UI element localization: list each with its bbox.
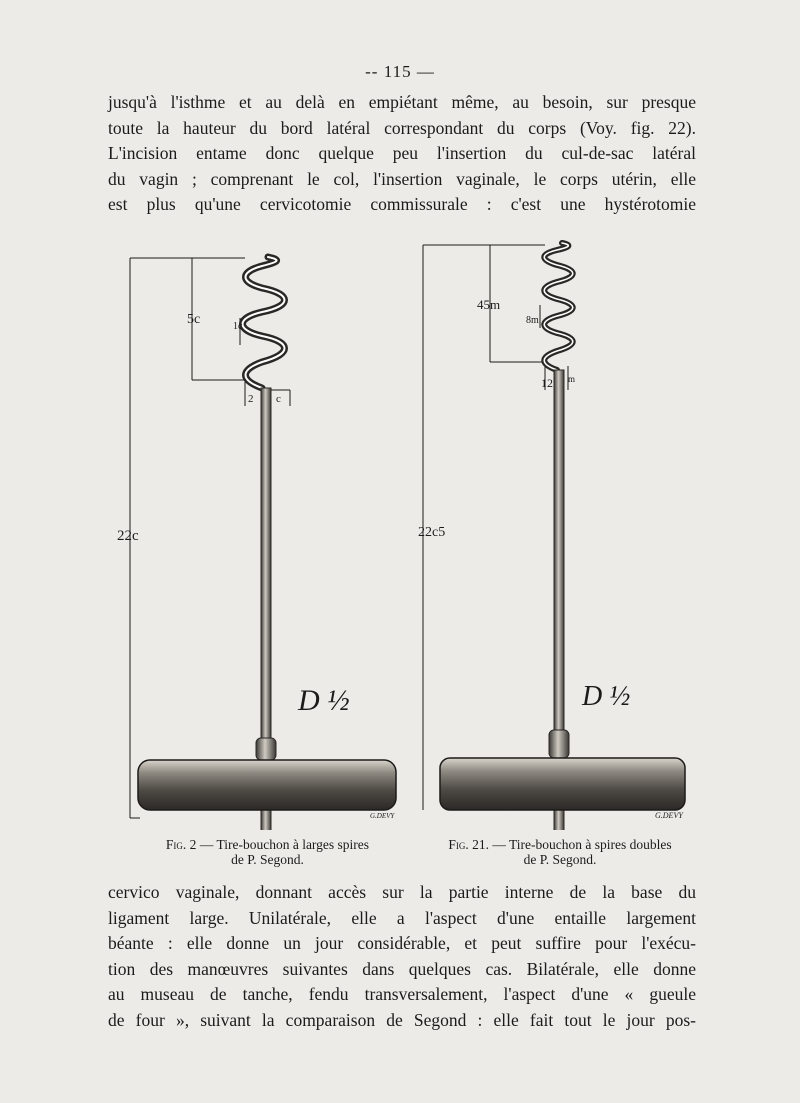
caption-text: Tire-bouchon à larges spires (216, 837, 370, 852)
left-dim-base-b: c (276, 393, 281, 405)
figure-right (418, 243, 685, 830)
text-line: de four », suivant la comparaison de Segond : elle fait tout le jour pos- (108, 1009, 696, 1030)
right-dim-total: 22c5 (418, 525, 446, 540)
bottom-paragraph (108, 880, 696, 1033)
text-line: ligament large. Unilatérale, elle a l'aspect d'une entaille largement (108, 907, 696, 928)
left-dim-total: 22c (117, 528, 139, 544)
text-line: jusqu'à l'isthme et au delà en empiétant même, au besoin, sur presque (108, 92, 696, 112)
text-line: au museau de tanche, fendu transversalement, l'aspect d'une « gueule (108, 984, 696, 1004)
text-line: du vagin ; comprenant le col, l'insertion vaginale, le corps utérin, elle (108, 168, 696, 189)
left-dim-base-a: 2 (248, 393, 254, 405)
figure-area (0, 230, 800, 830)
caption-label: Fig. 2 (165, 837, 197, 852)
text-line: cervico vaginale, donnant accès sur la partie interne de la base du (108, 882, 696, 902)
right-dim-pitch: 8m (526, 315, 539, 326)
figure-left-caption: Fig. 2 — Tire-bouchon à larges spires de P. Segond. (130, 837, 405, 867)
caption-line2: de P. Segond. (523, 852, 597, 867)
figures-illustration (0, 230, 800, 830)
left-dim-pitch: 1c (233, 321, 243, 332)
figure-left (117, 257, 396, 830)
right-dim-spiral: 45m (477, 297, 501, 312)
left-scale: D ½ (298, 684, 350, 717)
caption-line2: de P. Segond. (231, 852, 304, 867)
right-scale: D ½ (582, 681, 631, 712)
right-handle (440, 758, 685, 810)
text-line: béante : elle donne un jour considérable, et peut suffire pour l'exécu- (108, 933, 696, 953)
right-signature: G.DEVY (655, 811, 683, 820)
page-number: -- 115 — (365, 62, 435, 81)
left-handle (138, 760, 396, 810)
text-line: L'incision entame donc quelque peu l'insertion du cul-de-sac latéral (108, 143, 696, 163)
text-line: toute la hauteur du bord latéral correspondant du corps (Voy. fig. 22). (108, 117, 696, 138)
caption-label: Fig. 21. (448, 837, 489, 852)
right-dim-base-b: m (568, 374, 576, 384)
left-signature: G.DEVY (370, 812, 395, 820)
top-paragraph (108, 90, 696, 218)
text-line: tion des manœuvres suivantes dans quelques cas. Bilatérale, elle donne (108, 958, 696, 979)
text-line: est plus qu'une cervicotomie commissurale : c'est une hystérotomie (108, 194, 696, 214)
left-dim-spiral: 5c (187, 312, 201, 327)
right-dim-base-a: 12 (541, 376, 553, 390)
caption-text: Tire-bouchon à spires doubles (509, 837, 672, 852)
figure-right-caption: Fig. 21. — Tire-bouchon à spires doubles de P. Segond. (415, 837, 705, 867)
